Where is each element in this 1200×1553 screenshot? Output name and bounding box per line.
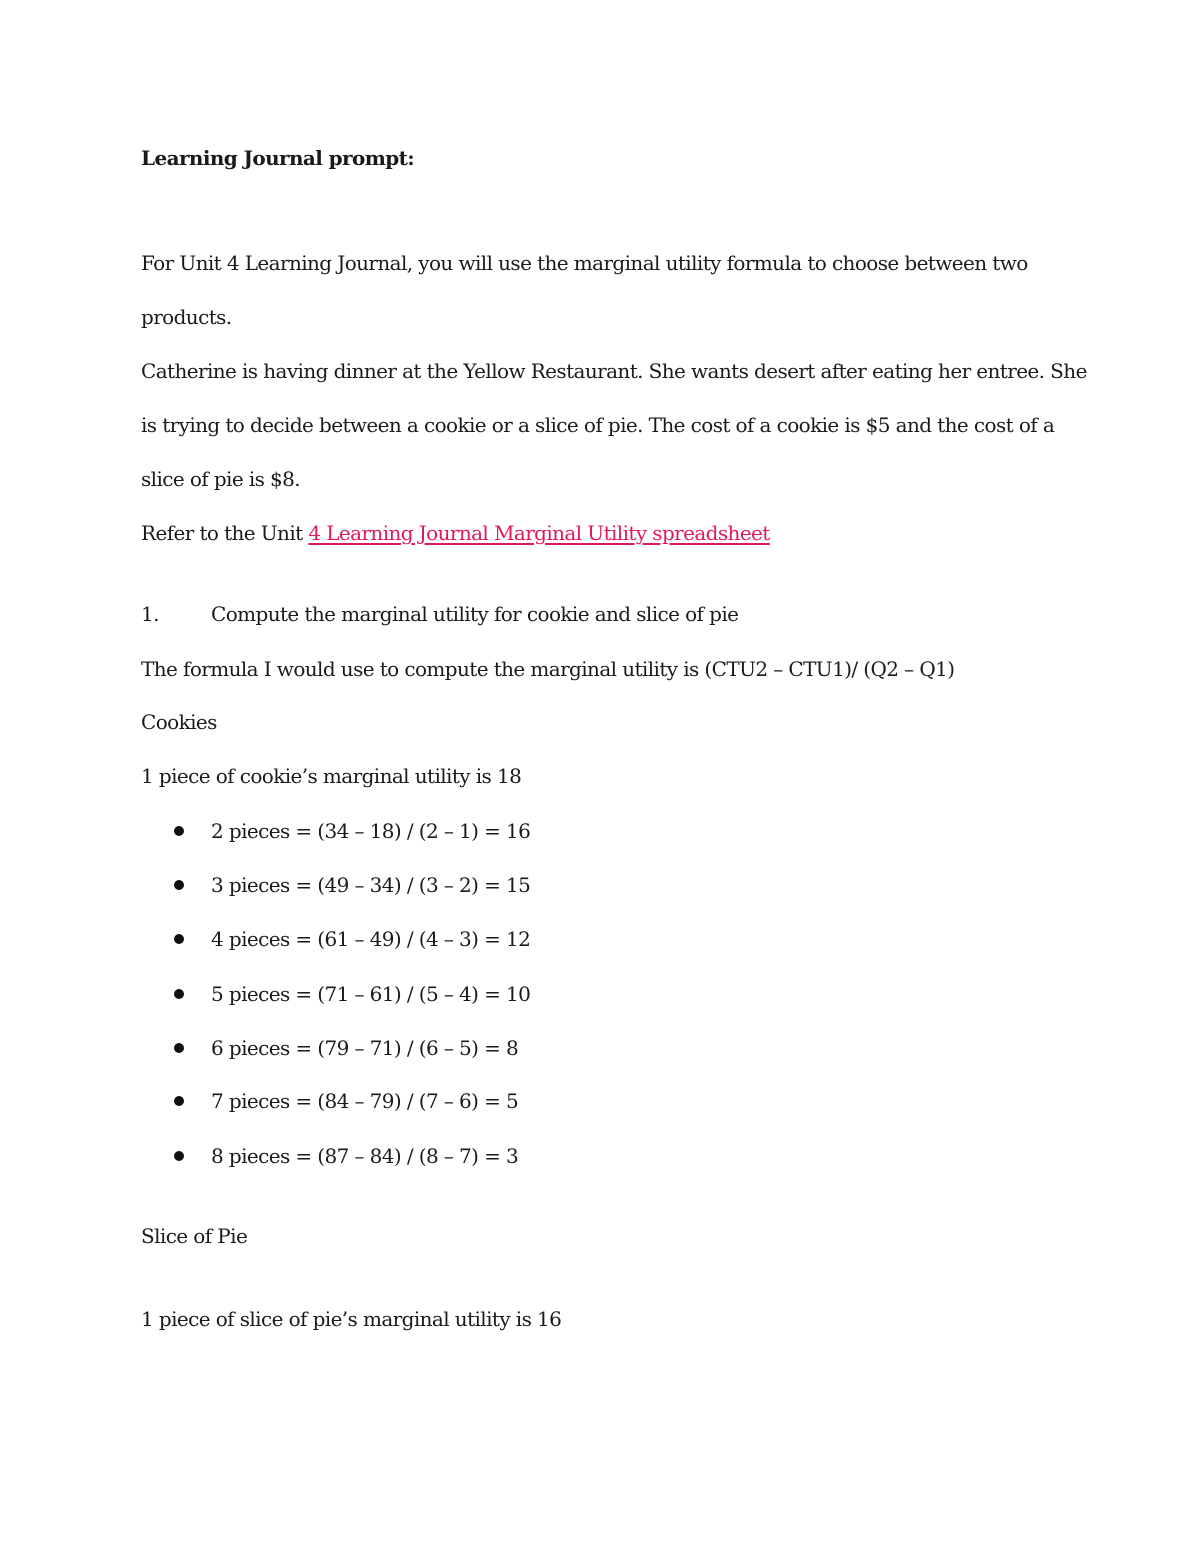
bullet-icon (174, 1151, 184, 1161)
bullet-icon (174, 1096, 184, 1106)
reference-prefix: Refer to the Unit (141, 521, 309, 545)
question-text: Compute the marginal utility for cookie and slice of pie (211, 602, 739, 626)
intro-line-2: products. (141, 305, 232, 329)
bullet-icon (174, 1043, 184, 1053)
formula-text: The formula I would use to compute the marginal utility is (CTU2 – CTU1)/ (Q2 – Q1) (141, 657, 955, 681)
scenario-line-1: Catherine is having dinner at the Yellow Restaurant. She wants desert after eating her entree. She (141, 359, 1087, 383)
list-item-text: 5 pieces = (71 – 61) / (5 – 4) = 10 (211, 982, 531, 1006)
list-item-text: 4 pieces = (61 – 49) / (4 – 3) = 12 (211, 927, 531, 951)
list-item-text: 6 pieces = (79 – 71) / (6 – 5) = 8 (211, 1036, 519, 1060)
bullet-icon (174, 989, 184, 999)
cookies-first-piece: 1 piece of cookie’s marginal utility is 18 (141, 764, 522, 788)
reference-line (141, 519, 770, 547)
list-item-text: 7 pieces = (84 – 79) / (7 – 6) = 5 (211, 1089, 519, 1113)
cookies-heading: Cookies (141, 710, 217, 734)
scenario-line-3: slice of pie is $8. (141, 467, 301, 491)
spreadsheet-link[interactable]: 4 Learning Journal Marginal Utility spreadsheet (308, 521, 770, 545)
document-heading: Learning Journal prompt: (141, 146, 415, 170)
intro-line-1: For Unit 4 Learning Journal, you will use the marginal utility formula to choose between two (141, 251, 1028, 275)
bullet-icon (174, 826, 184, 836)
list-item-text: 8 pieces = (87 – 84) / (8 – 7) = 3 (211, 1144, 519, 1168)
bullet-icon (174, 934, 184, 944)
pie-first-piece: 1 piece of slice of pie’s marginal utility is 16 (141, 1307, 562, 1331)
question-number: 1. (141, 602, 159, 626)
pie-heading: Slice of Pie (141, 1224, 248, 1248)
list-item-text: 2 pieces = (34 – 18) / (2 – 1) = 16 (211, 819, 531, 843)
bullet-icon (174, 880, 184, 890)
list-item-text: 3 pieces = (49 – 34) / (3 – 2) = 15 (211, 873, 531, 897)
scenario-line-2: is trying to decide between a cookie or a slice of pie. The cost of a cookie is $5 and the cost of a (141, 413, 1055, 437)
